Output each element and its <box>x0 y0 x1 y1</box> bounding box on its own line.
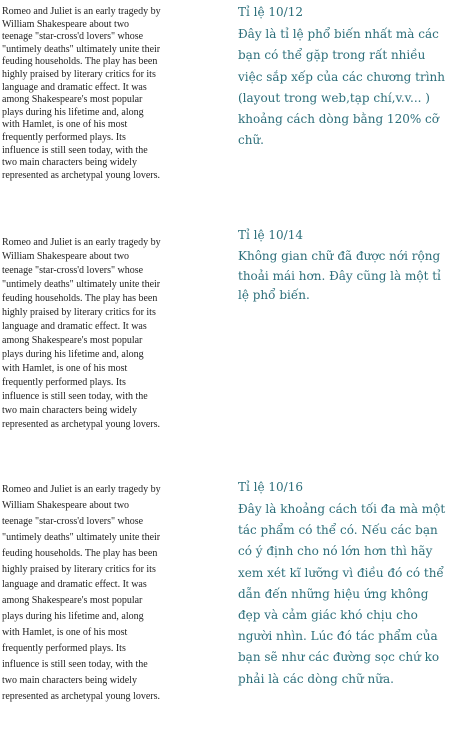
leading-title: Tỉ lệ 10/14 <box>238 228 303 242</box>
sample-paragraph-10-14: Romeo and Juliet is an early tragedy by William Shakespeare about two teenage "star-cross'd lovers" whose "untimely deaths" ultimately unite their feuding households. The play has been highly praised by literary critics for its language and dramatic effect. It was among Shakespeare's most popular plays during his lifetime and, along with Hamlet, is one of his most frequently performed plays. Its influence is still seen today, with the two main characters being widely represented as archetypal young lovers. <box>2 237 161 430</box>
sample-paragraph-10-12: Romeo and Juliet is an early tragedy by William Shakespeare about two teenage "star-cross'd lovers" whose "untimely deaths" ultimately unite their feuding households. The play has been highly praised by literary critics for its language and dramatic effect. It was among Shakespeare's most popular plays during his lifetime and, along with Hamlet, is one of his most frequently performed plays. Its influence is still seen today, with the two main characters being widely represented as archetypal young lovers. <box>2 6 161 181</box>
leading-note-10-14 <box>238 228 452 306</box>
leading-description: Đây là khoảng cách tối đa mà một tác phẩm có thể có. Nếu các bạn có ý định cho nó lớn hơn thì hãy xem xét kĩ lưỡng vì điều đó có thể dẫn đến những hiệu ứng không đẹp và cảm giác khó chịu cho người nhìn. Lúc đó tác phẩm của bạn sẽ như các đường sọc chứ ko phải là các dòng chữ nữa. <box>238 502 446 686</box>
leading-title: Tỉ lệ 10/12 <box>238 5 303 19</box>
sample-paragraph-10-16: Romeo and Juliet is an early tragedy by William Shakespeare about two teenage "star-cross'd lovers" whose "untimely deaths" ultimately unite their feuding households. The play has been highly praised by literary critics for its language and dramatic effect. It was among Shakespeare's most popular plays during his lifetime and, along with Hamlet, is one of his most frequently performed plays. Its influence is still seen today, with the two main characters being widely represented as archetypal young lovers. <box>2 484 161 702</box>
leading-description: Không gian chữ đã được nới rộng thoải mái hơn. Đây cũng là một tỉ lệ phổ biến. <box>238 249 441 302</box>
leading-description: Đây là tỉ lệ phổ biến nhất mà các bạn có thể gặp trong rất nhiều việc sắp xếp của các chương trình (layout trong web,tạp chí,v.v... ) khoảng cách dòng bằng 120% cỡ chữ. <box>238 27 446 148</box>
leading-note-10-12 <box>238 5 452 152</box>
leading-title: Tỉ lệ 10/16 <box>238 480 303 494</box>
leading-note-10-16 <box>238 480 452 690</box>
